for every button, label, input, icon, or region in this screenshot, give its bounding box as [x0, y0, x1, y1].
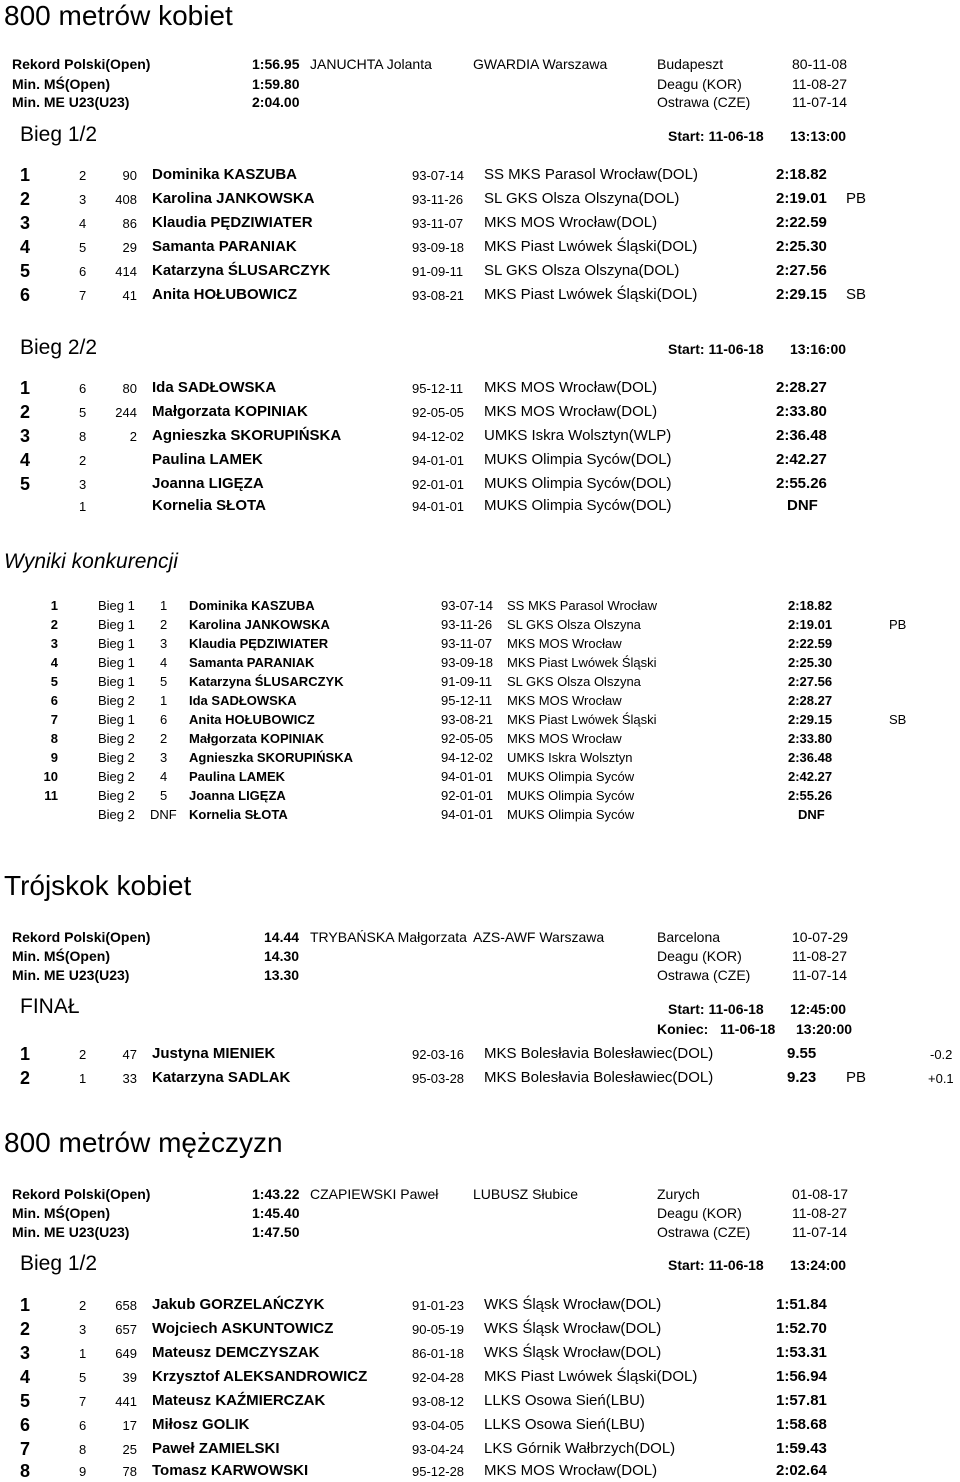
record-place: Zurych [657, 1186, 700, 1202]
heat-start-label: Start: 11-06-18 [668, 341, 764, 357]
heat-start-label: Start: 11-06-18 [668, 128, 764, 144]
heat-start-time: 13:16:00 [790, 341, 847, 357]
final-start-label: Start: 11-06-18 [668, 1001, 764, 1017]
record-place: Barcelona [657, 929, 721, 945]
record-place: Budapeszt [657, 56, 724, 72]
record-label: Rekord Polski(Open) [12, 929, 151, 945]
record-club: LUBUSZ Słubice [473, 1186, 579, 1202]
record-label: Min. MŚ(Open) [12, 1205, 110, 1221]
record-value: 14.30 [264, 948, 300, 964]
record-club: GWARDIA Warszawa [473, 56, 608, 72]
final-end-date: 11-06-18 [720, 1021, 776, 1037]
record-date: 10-07-29 [792, 929, 849, 945]
record-date: 11-07-14 [792, 1224, 848, 1240]
record-value: 2:04.00 [252, 94, 300, 110]
record-date: 80-11-08 [792, 56, 848, 72]
page-title: 800 metrów kobiet [4, 0, 233, 31]
record-club: AZS-AWF Warszawa [473, 929, 605, 945]
record-value: 1:47.50 [252, 1224, 300, 1240]
heat-title: Bieg 1/2 [20, 1252, 98, 1275]
record-place: Deagu (KOR) [657, 76, 742, 92]
record-value: 13.30 [264, 967, 300, 983]
section-subtitle: Wyniki konkurencji [4, 550, 178, 573]
record-date: 11-07-14 [792, 94, 848, 110]
heat-start-label: Start: 11-06-18 [668, 1257, 764, 1273]
record-date: 01-08-17 [792, 1186, 849, 1202]
record-label: Min. ME U23(U23) [12, 1224, 130, 1240]
record-label: Rekord Polski(Open) [12, 1186, 151, 1202]
heat-start-time: 13:24:00 [790, 1257, 847, 1273]
record-place: Ostrawa (CZE) [657, 967, 751, 983]
section-title: 800 metrów mężczyzn [4, 1127, 283, 1158]
record-date: 11-08-27 [792, 76, 848, 92]
record-value: 1:56.95 [252, 56, 300, 72]
record-label: Min. ME U23(U23) [12, 94, 130, 110]
record-value: 14.44 [264, 929, 300, 945]
record-place: Deagu (KOR) [657, 948, 742, 964]
record-label: Min. ME U23(U23) [12, 967, 130, 983]
final-end-time: 13:20:00 [796, 1021, 853, 1037]
record-date: 11-08-27 [792, 948, 848, 964]
record-value: 1:59.80 [252, 76, 300, 92]
record-place: Ostrawa (CZE) [657, 94, 751, 110]
record-value: 1:45.40 [252, 1205, 300, 1221]
record-label: Min. MŚ(Open) [12, 76, 110, 92]
heat-title: Bieg 1/2 [20, 123, 98, 146]
heat-title: Bieg 2/2 [20, 336, 98, 359]
record-holder: TRYBAŃSKA Małgorzata [310, 929, 467, 945]
record-label: Rekord Polski(Open) [12, 56, 151, 72]
record-holder: JANUCHTA Jolanta [310, 56, 432, 72]
record-holder: CZAPIEWSKI Paweł [310, 1186, 439, 1202]
record-label: Min. MŚ(Open) [12, 948, 110, 964]
section-title: Trójskok kobiet [4, 870, 192, 901]
record-place: Ostrawa (CZE) [657, 1224, 751, 1240]
final-start-time: 12:45:00 [790, 1001, 847, 1017]
record-value: 1:43.22 [252, 1186, 300, 1202]
final-end-label: Koniec: [657, 1021, 709, 1037]
final-title: FINAŁ [20, 995, 80, 1018]
record-date: 11-08-27 [792, 1205, 848, 1221]
heat-start-time: 13:13:00 [790, 128, 847, 144]
record-place: Deagu (KOR) [657, 1205, 742, 1221]
record-date: 11-07-14 [792, 967, 848, 983]
